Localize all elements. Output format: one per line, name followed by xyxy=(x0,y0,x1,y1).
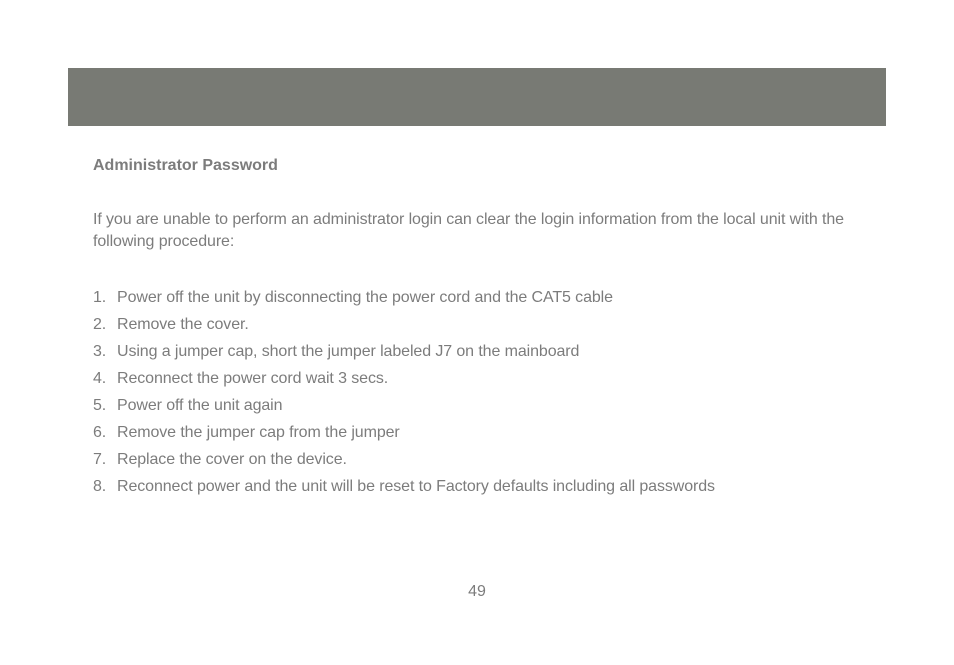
step-text: Power off the unit by disconnecting the power cord and the CAT5 cable xyxy=(117,289,613,306)
step-number: 5. xyxy=(93,397,107,414)
step-item xyxy=(93,392,863,419)
header-bar xyxy=(68,68,886,126)
step-number: 7. xyxy=(93,451,107,468)
step-text: Reconnect the power cord wait 3 secs. xyxy=(117,370,389,387)
section-title: Administrator Password xyxy=(93,157,278,174)
step-text: Remove the cover. xyxy=(117,316,249,333)
step-text: Remove the jumper cap from the jumper xyxy=(117,424,400,441)
step-item xyxy=(93,365,863,392)
step-text: Reconnect power and the unit will be reset to Factory defaults including all passwords xyxy=(117,478,715,495)
step-text: Power off the unit again xyxy=(117,397,283,414)
step-item xyxy=(93,473,863,500)
step-number: 3. xyxy=(93,343,107,360)
step-text: Replace the cover on the device. xyxy=(117,451,347,468)
step-text: Using a jumper cap, short the jumper labeled J7 on the mainboard xyxy=(117,343,580,360)
intro-paragraph: If you are unable to perform an administrator login can clear the login information from the local unit with the following procedure: xyxy=(93,211,844,250)
step-number: 8. xyxy=(93,478,107,495)
step-item xyxy=(93,311,863,338)
step-item xyxy=(93,419,863,446)
page-content xyxy=(93,156,863,500)
page-number: 49 xyxy=(468,583,486,600)
step-item xyxy=(93,446,863,473)
step-number: 1. xyxy=(93,289,107,306)
step-item xyxy=(93,284,863,311)
step-number: 6. xyxy=(93,424,107,441)
step-number: 2. xyxy=(93,316,107,333)
step-item xyxy=(93,338,863,365)
step-number: 4. xyxy=(93,370,107,387)
procedure-steps xyxy=(93,284,863,500)
